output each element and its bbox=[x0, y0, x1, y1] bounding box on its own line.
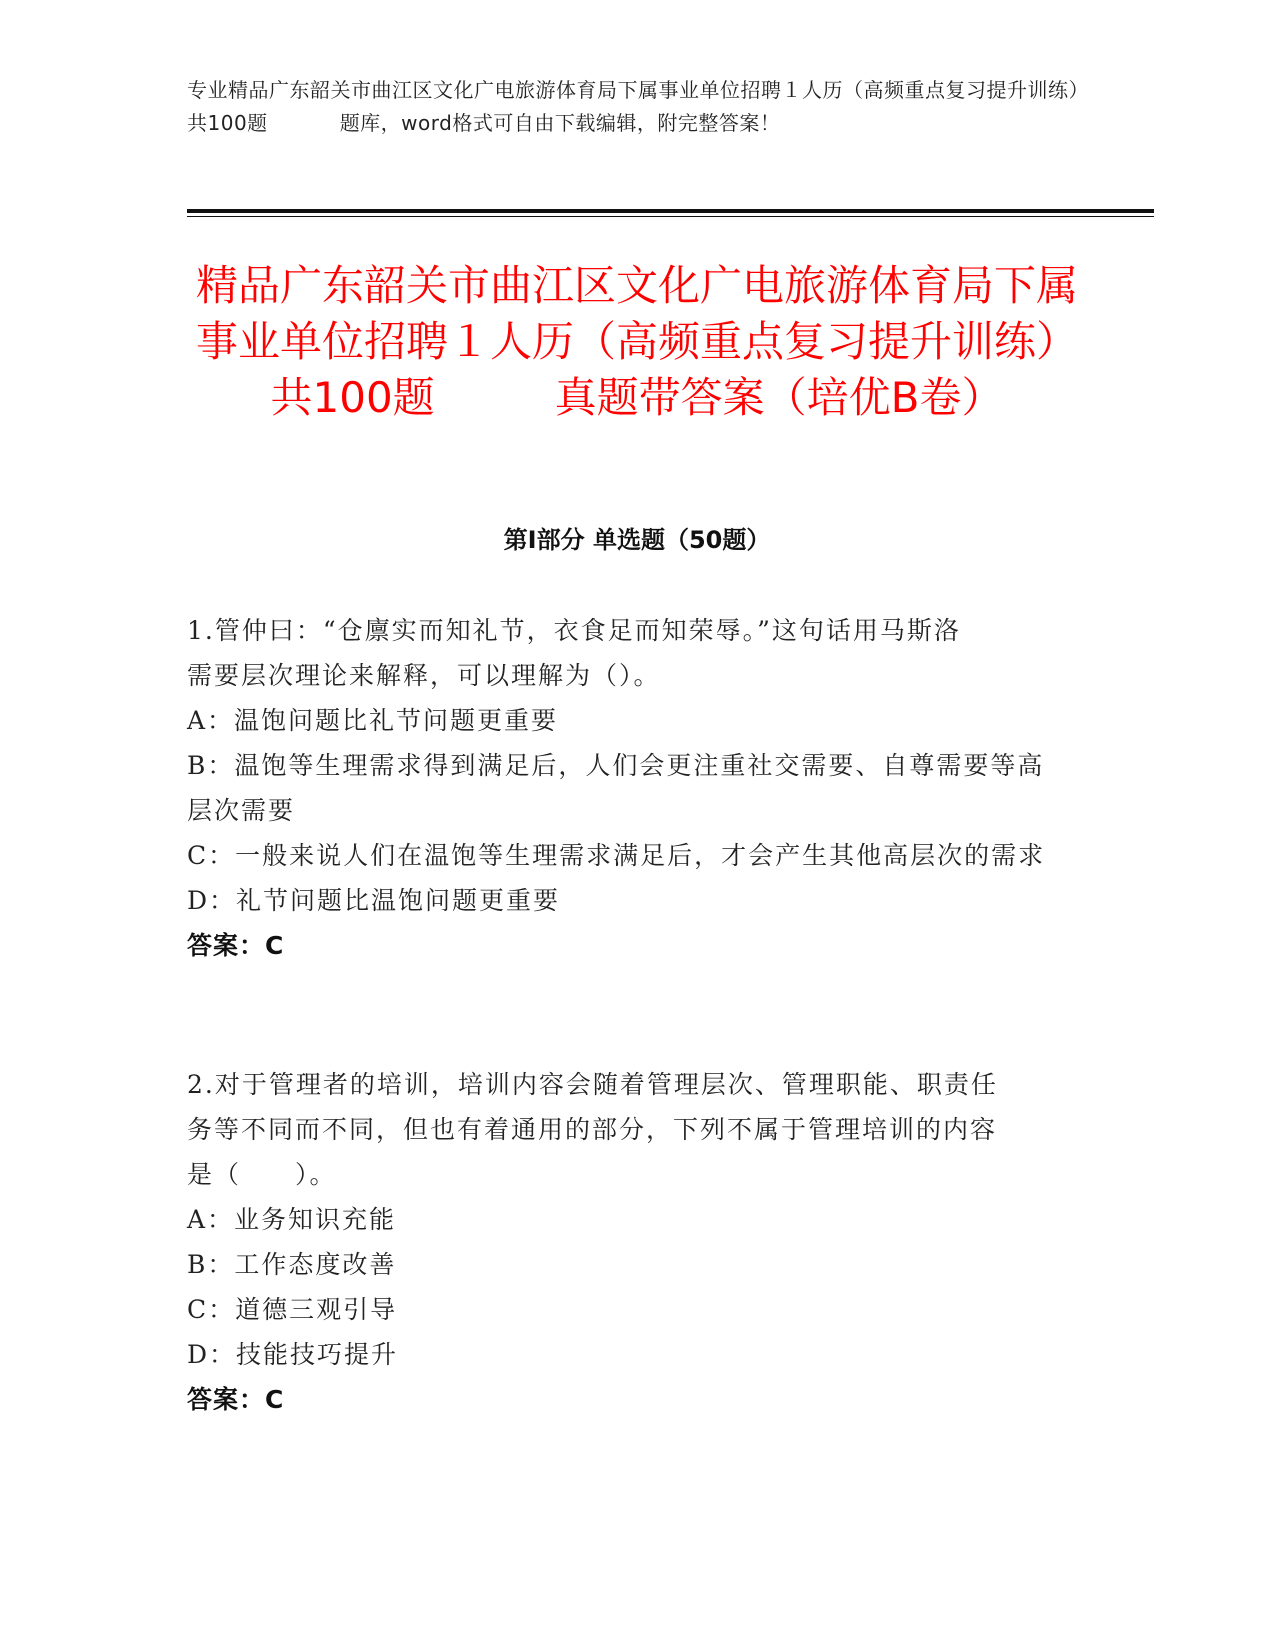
header-note bbox=[187, 74, 1087, 140]
question-2-option-c: C：道德三观引导 bbox=[187, 1295, 398, 1324]
section-heading: 第I部分 单选题（50题） bbox=[503, 526, 771, 554]
document-title-part1: 精品广东韶关市曲江区文化广电旅游体育局下属事业单位招聘１人历（高频重点复习提升训练）共100题 bbox=[195, 261, 1078, 422]
question-1 bbox=[187, 608, 1067, 968]
question-2-option-a: A：业务知识充能 bbox=[187, 1205, 397, 1234]
question-2-stem-line2: 务等不同而不同，但也有着通用的部分，下列不属于管理培训的内容 bbox=[187, 1115, 998, 1144]
question-2-stem bbox=[187, 1062, 1067, 1197]
question-1-option-c: C：一般来说人们在温饱等生理需求满足后，才会产生其他高层次的需求 bbox=[187, 841, 1046, 870]
header-note-part1: 专业精品广东韶关市曲江区文化广电旅游体育局下属事业单位招聘１人历（高频重点复习提升训练）共100题 bbox=[187, 78, 1079, 135]
question-2-option-b: B：工作态度改善 bbox=[187, 1250, 397, 1279]
question-1-stem-line1: 1.管仲曰：“仓廪实而知礼节，衣食足而知荣辱。”这句话用马斯洛 bbox=[187, 616, 961, 645]
document-title-part2: 真题带答案（培优B卷） bbox=[554, 373, 1004, 422]
question-1-option-b: B：温饱等生理需求得到满足后，人们会更注重社交需要、自尊需要等高层次需要 bbox=[187, 751, 1045, 825]
question-2-option-d: D：技能技巧提升 bbox=[187, 1340, 399, 1369]
header-rule-thick bbox=[187, 209, 1154, 213]
header-note-part2: 题库，word格式可自由下载编辑，附完整答案！ bbox=[339, 111, 781, 135]
question-1-stem bbox=[187, 608, 1067, 698]
question-1-option-d: D：礼节问题比温饱问题更重要 bbox=[187, 886, 561, 915]
document-title bbox=[187, 258, 1087, 426]
header-rule-thin bbox=[187, 216, 1154, 217]
question-2 bbox=[187, 1062, 1067, 1422]
question-2-stem-line1: 2.对于管理者的培训，培训内容会随着管理层次、管理职能、职责任 bbox=[187, 1070, 998, 1099]
question-1-stem-line2: 需要层次理论来解释，可以理解为（）。 bbox=[187, 661, 661, 690]
question-1-option-a: A：温饱问题比礼节问题更重要 bbox=[187, 706, 559, 735]
question-2-answer: 答案：C bbox=[187, 1385, 285, 1414]
question-2-stem-line3: 是（ ）。 bbox=[187, 1160, 337, 1189]
question-1-answer: 答案：C bbox=[187, 931, 285, 960]
